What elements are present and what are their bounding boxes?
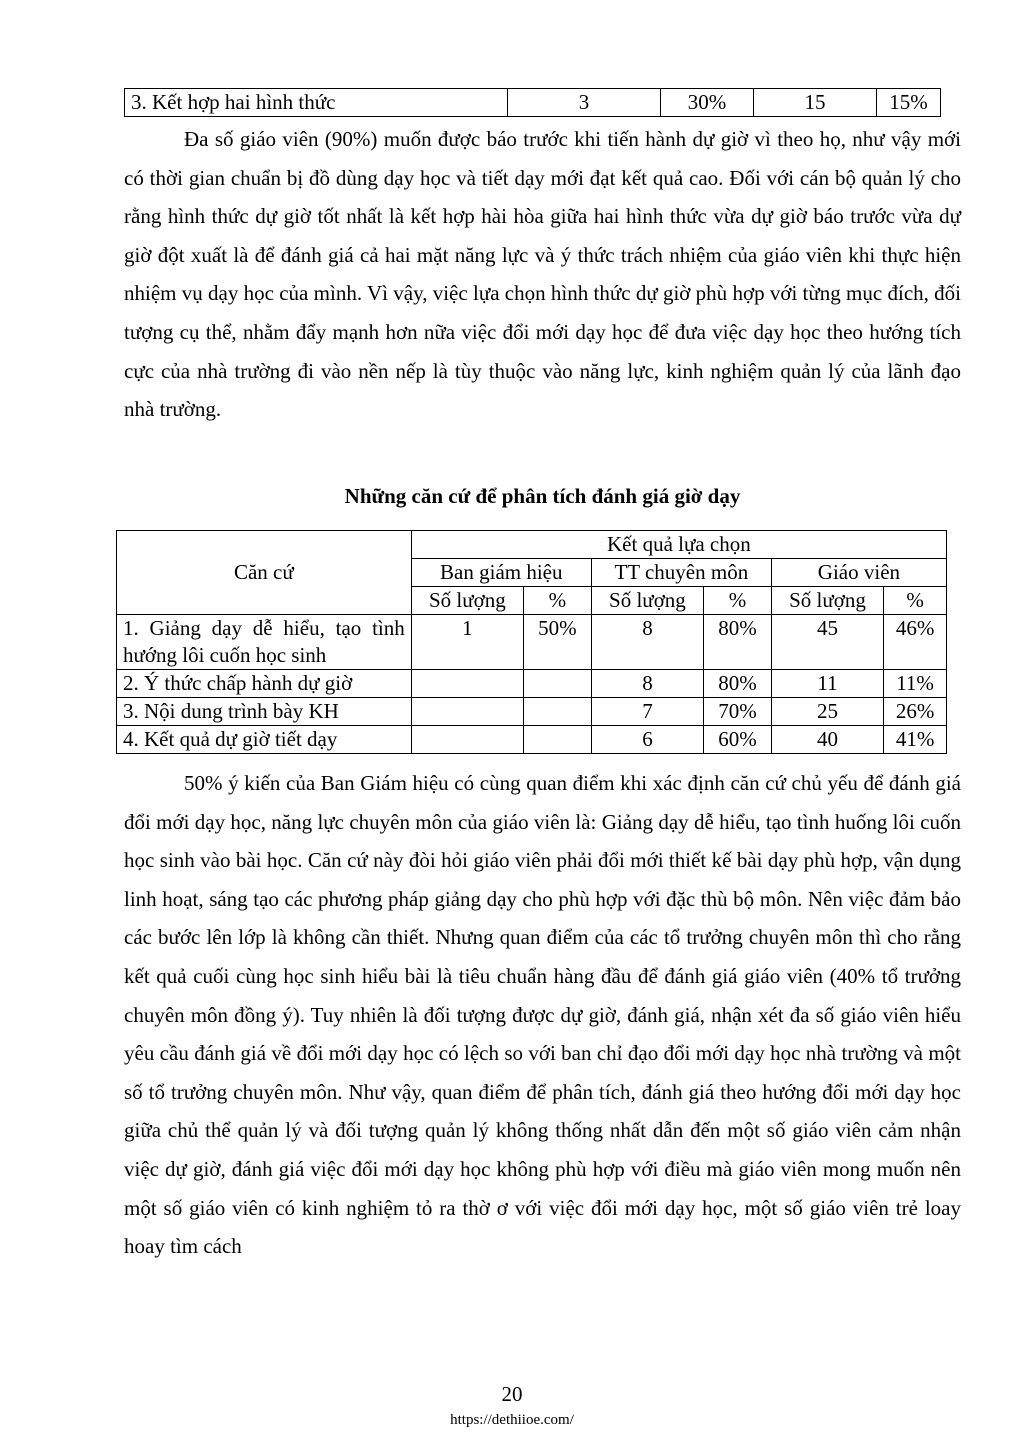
table-header-row: [117, 531, 947, 559]
header-pct: %: [884, 587, 947, 615]
value-cell: 25: [771, 698, 883, 726]
row-label: 2. Ý thức chấp hành dự giờ: [117, 670, 412, 698]
value-cell: 7: [591, 698, 703, 726]
value-cell: [524, 670, 592, 698]
header-group: Giáo viên: [771, 559, 946, 587]
top-table-fragment: [124, 88, 941, 117]
header-so-luong: Số lượng: [771, 587, 883, 615]
paragraph-2: [124, 764, 961, 1266]
header-ket-qua: Kết quả lựa chọn: [411, 531, 946, 559]
value-cell: 46%: [884, 615, 947, 670]
value-cell: 45: [771, 615, 883, 670]
header-group: TT chuyên môn: [591, 559, 771, 587]
table-row: [125, 89, 941, 117]
value-cell: 60%: [704, 726, 772, 754]
value-cell: 11: [771, 670, 883, 698]
table-heading: Những căn cứ để phân tích đánh giá giờ dạy: [344, 484, 741, 508]
value-cell: 11%: [884, 670, 947, 698]
value-cell: 40: [771, 726, 883, 754]
value-cell: 6: [591, 726, 703, 754]
value-cell: 30%: [661, 89, 754, 117]
value-cell: 15%: [877, 89, 941, 117]
value-cell: 80%: [704, 670, 772, 698]
row-label: 3. Kết hợp hai hình thức: [125, 89, 508, 117]
value-cell: [524, 698, 592, 726]
row-label: 4. Kết quả dự giờ tiết dạy: [117, 726, 412, 754]
header-group: Ban giám hiệu: [411, 559, 591, 587]
value-cell: 15: [754, 89, 877, 117]
paragraph-2-text: 50% ý kiến của Ban Giám hiệu có cùng quan điểm khi xác định căn cứ chủ yếu để đánh giá đổi mới dạy học, năng lực chuyên môn của giáo viên là: Giảng dạy dễ hiểu, tạo tình huống lôi cuốn học sinh vào bài học. Căn cứ này đòi hỏi giáo viên phải đổi mới thiết kế bài dạy phù hợp, vận dụng linh hoạt, sáng tạo các phương pháp giảng dạy cho phù hợp với đặc thù bộ môn. Nên việc đảm bảo các bước lên lớp là không cần thiết. Nhưng quan điểm của các tổ trưởng chuyên môn thì cho rằng kết quả cuối cùng học sinh hiểu bài là tiêu chuẩn hàng đầu để đánh giá giáo viên (40% tổ trưởng chuyên môn đồng ý). Tuy nhiên là đối tượng được dự giờ, đánh giá, nhận xét đa số giáo viên hiểu yêu cầu đánh giá về đổi mới dạy học có lệch so với ban chỉ đạo đổi mới dạy học nhà trường và một số tổ trưởng chuyên môn. Như vậy, quan điểm để phân tích, đánh giá theo hướng đổi mới dạy học giữa chủ thể quản lý và đối tượng quản lý không thống nhất dẫn đến một số giáo viên cảm nhận việc dự giờ, đánh giá việc đổi mới dạy học không phù hợp với điều mà giáo viên mong muốn nên một số giáo viên có kinh nghiệm tỏ ra thờ ơ với việc đổi mới dạy học, một số giáo viên trẻ loay hoay tìm cách: [124, 771, 961, 1259]
value-cell: 80%: [704, 615, 772, 670]
page-number: 20: [501, 1382, 523, 1406]
value-cell: 50%: [524, 615, 592, 670]
paragraph-1: [124, 120, 961, 429]
table-row: [117, 670, 947, 698]
value-cell: 1: [411, 615, 523, 670]
header-pct: %: [524, 587, 592, 615]
value-cell: 41%: [884, 726, 947, 754]
header-pct: %: [704, 587, 772, 615]
header-can-cu: Căn cứ: [117, 531, 412, 615]
value-cell: [411, 698, 523, 726]
table-row: [117, 698, 947, 726]
value-cell: 8: [591, 670, 703, 698]
value-cell: 26%: [884, 698, 947, 726]
paragraph-1-text: Đa số giáo viên (90%) muốn được báo trước khi tiến hành dự giờ vì theo họ, như vậy mới có thời gian chuẩn bị đồ dùng dạy học và tiết dạy mới đạt kết quả cao. Đối với cán bộ quản lý cho rằng hình thức dự giờ tốt nhất là kết hợp hài hòa giữa hai hình thức vừa dự giờ báo trước vừa dự giờ đột xuất là để đánh giá cả hai mặt năng lực và ý thức trách nhiệm của giáo viên khi thực hiện nhiệm vụ dạy học của mình. Vì vậy, việc lựa chọn hình thức dự giờ phù hợp với từng mục đích, đối tượng cụ thể, nhằm đẩy mạnh hơn nữa việc đổi mới dạy học để đưa việc dạy học theo hướng tích cực của nhà trường đi vào nền nếp là tùy thuộc vào năng lực, kinh nghiệm quản lý của lãnh đạo nhà trường.: [124, 127, 961, 422]
footer-url: https://dethiioe.com/: [450, 1412, 574, 1428]
header-so-luong: Số lượng: [411, 587, 523, 615]
value-cell: 3: [508, 89, 661, 117]
table-row: [117, 726, 947, 754]
row-label: 3. Nội dung trình bày KH: [117, 698, 412, 726]
table-row: [117, 615, 947, 670]
value-cell: [411, 670, 523, 698]
evaluation-criteria-table: [116, 530, 947, 754]
value-cell: [524, 726, 592, 754]
value-cell: 8: [591, 615, 703, 670]
header-so-luong: Số lượng: [591, 587, 703, 615]
row-label: 1. Giảng dạy dễ hiểu, tạo tình hướng lôi cuốn học sinh: [117, 615, 412, 670]
value-cell: 70%: [704, 698, 772, 726]
value-cell: [411, 726, 523, 754]
